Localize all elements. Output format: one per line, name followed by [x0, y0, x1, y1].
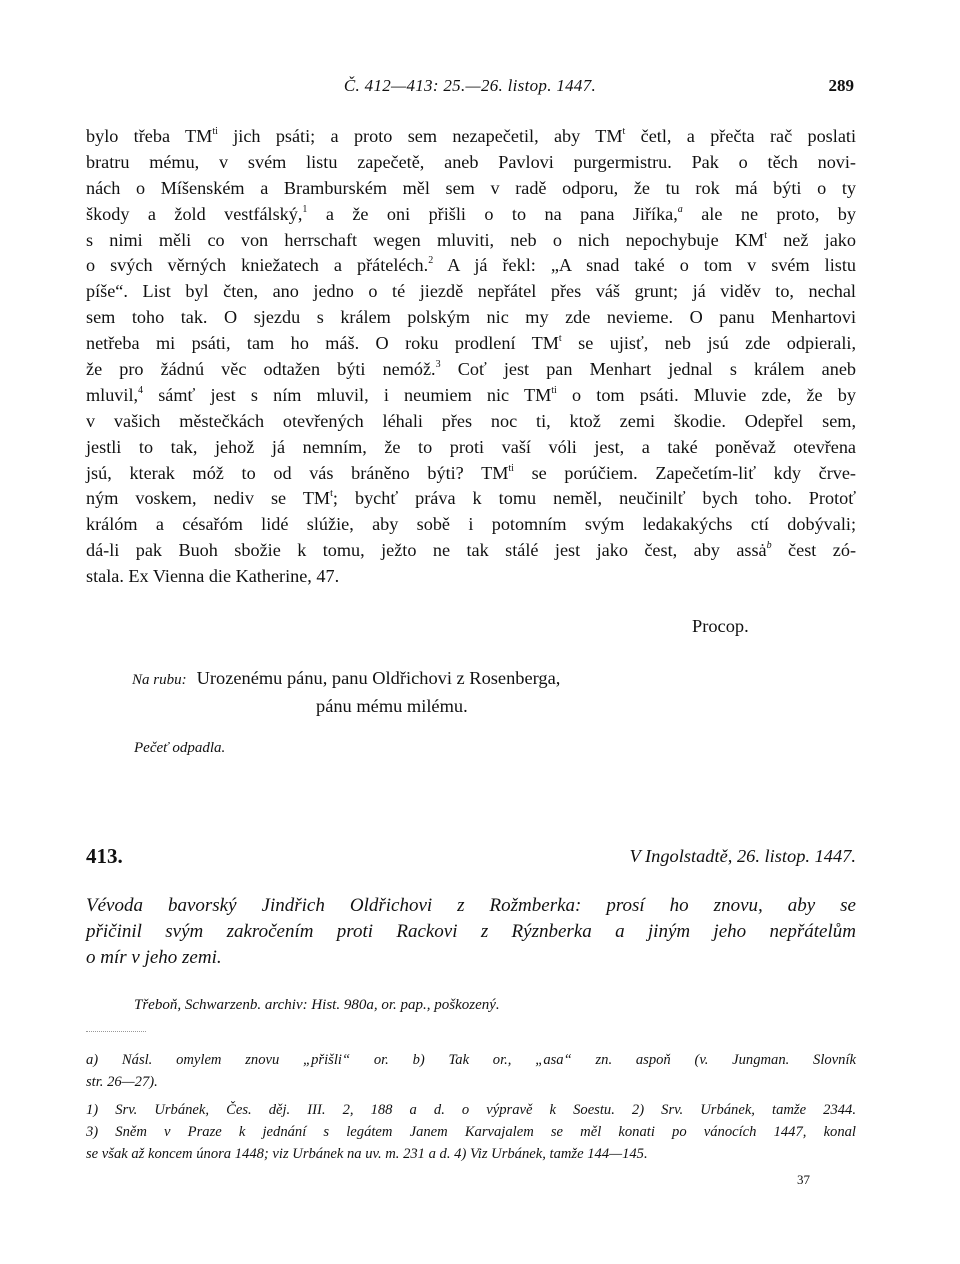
signature: Procop.	[692, 616, 749, 636]
body-line: jsú, kterak móž to od vás bráněno býti? $TM^{ti}$ se porúčiem. Zapečetím-liť kdy črve-	[86, 462, 856, 483]
footnote: se však až koncem února 1448; viz Urbánek na uv. m. 231 a d. 4) Viz Urbánek, tamže 144—145.	[86, 1146, 648, 1162]
body-line: že pro žádnú věc odtažen býti nemóž.$^3$ Coť jest pan Menhart jednal s králem aneb	[86, 358, 856, 380]
regest-line: přičinil svým zakročením proti Rackovi z Rýznberka a jiným jeho nepřátelům	[86, 921, 856, 942]
letter-body	[86, 124, 856, 590]
address-line-1: Urozenému pánu, panu Oldřichovi z Rosenberga,	[196, 668, 561, 688]
textual-note: str. 26—27).	[86, 1074, 158, 1090]
body-line: píše“. List byl čten, ano jedno o té jiezdě nepřátel přes váš grunt; já viděv to, nechal	[86, 281, 856, 302]
address-line-2: pánu mému milému.	[316, 696, 468, 716]
body-line: škody a žold vestfálský,$^1$ a že oni přišli o to na pana Jiříka,$^a$ ale ne proto, by	[86, 203, 856, 224]
textual-note: a) Násl. omylem znovu „přišli“ or. b) Tak or., „asa“ zn. aspoň (v. Jungman. Slovník	[86, 1052, 856, 1068]
body-line: o svých věrných kniežatech a přáteléch.$^2$ A já řekl: „A snad také o tom v svém listu	[86, 255, 856, 276]
body-line: stala. Ex Vienna die Katherine, 47.	[86, 566, 340, 587]
footnote: 3) Sněm v Praze k jednání s legátem Janem Karvajalem se měl konati po vánocích 1447, konal	[86, 1124, 856, 1140]
footnotes	[86, 1099, 856, 1165]
body-line: netřeba mi psáti, tam ho máš. O roku prodlení $TM^t$ se ujisť, neb jsú zde odpierali,	[86, 333, 856, 354]
textual-notes	[86, 1049, 856, 1093]
footnote: 1) Srv. Urbánek, Čes. děj. III. 2, 188 a d. o výpravě k Soestu. 2) Srv. Urbánek, tamže 2344.	[86, 1102, 856, 1118]
regest-line: Vévoda bavorský Jindřich Oldřichovi z Rožmberka: prosí ho znovu, aby se	[86, 895, 856, 916]
regest-line: o mír v jeho zemi.	[86, 947, 222, 968]
body-line: bratru mému, v svém listu zapečetě, aneb Pavlovi purgermistru. Pak o těch novi-	[86, 151, 856, 172]
address-block	[132, 665, 560, 719]
archival-source: Třeboň, Schwarzenb. archiv: Hist. 980a, or. pap., poškozený.	[134, 997, 500, 1013]
body-line: bylo třeba $TM^{ti}$ jich psáti; a proto sem nezapečetil, aby $TM^t$ četl, a přečta rač poslati	[86, 125, 856, 146]
body-line: sem toho tak. O sjezdu s králem polským nic my zde nevieme. O panu Menhartovi	[86, 307, 856, 328]
body-line: nách o Míšenském a Bramburském měl sem v radě odporu, že tu rok má býti o ty	[86, 177, 856, 198]
body-line: ným voskem, nediv se $TM^t$; bychť práva k tomu neměl, neučinilť bych toho. Protoť	[86, 488, 856, 509]
document-place-date: V Ingolstadtě, 26. listop. 1447.	[629, 846, 856, 866]
signature-mark: 37	[797, 1172, 810, 1187]
page-number: 289	[828, 76, 854, 95]
address-label: Na rubu:	[132, 672, 187, 688]
footnote-rule	[86, 1031, 146, 1032]
running-title: Č. 412—413: 25.—26. listop. 1447.	[343, 76, 597, 95]
body-line: mluvil,$^4$ sámť jest s ním mluvil, i neumiem nic $TM^{ti}$ o tom psáti. Mluvie zde, že by	[86, 384, 856, 405]
seal-note: Pečeť odpadla.	[134, 740, 226, 756]
regest	[86, 893, 856, 971]
body-line: jestli to tak, jehož já nemním, že to proti vaší vóli jest, a také poněvaž otevřena	[86, 436, 856, 457]
running-header	[86, 76, 854, 102]
body-line: v vašich městečkách otevřených léhali přes noc ti, ktož zemi škodie. Odepřel sem,	[86, 410, 856, 431]
body-line: dá-li pak Buoh sbožie k tomu, ježto ne tak stálé jest jako čest, aby assȧ$^b$ čest zó-	[86, 540, 856, 561]
document-number: 413.	[86, 844, 123, 868]
body-line: králóm a césařóm lidé slúžie, aby sobě i potomním svým ledakakýchs ctí dobývali;	[86, 514, 856, 535]
body-line: s nimi měli co von herrschaft wegen mluviti, neb o nich nepochybuje $KM^t$ než jako	[86, 229, 856, 250]
